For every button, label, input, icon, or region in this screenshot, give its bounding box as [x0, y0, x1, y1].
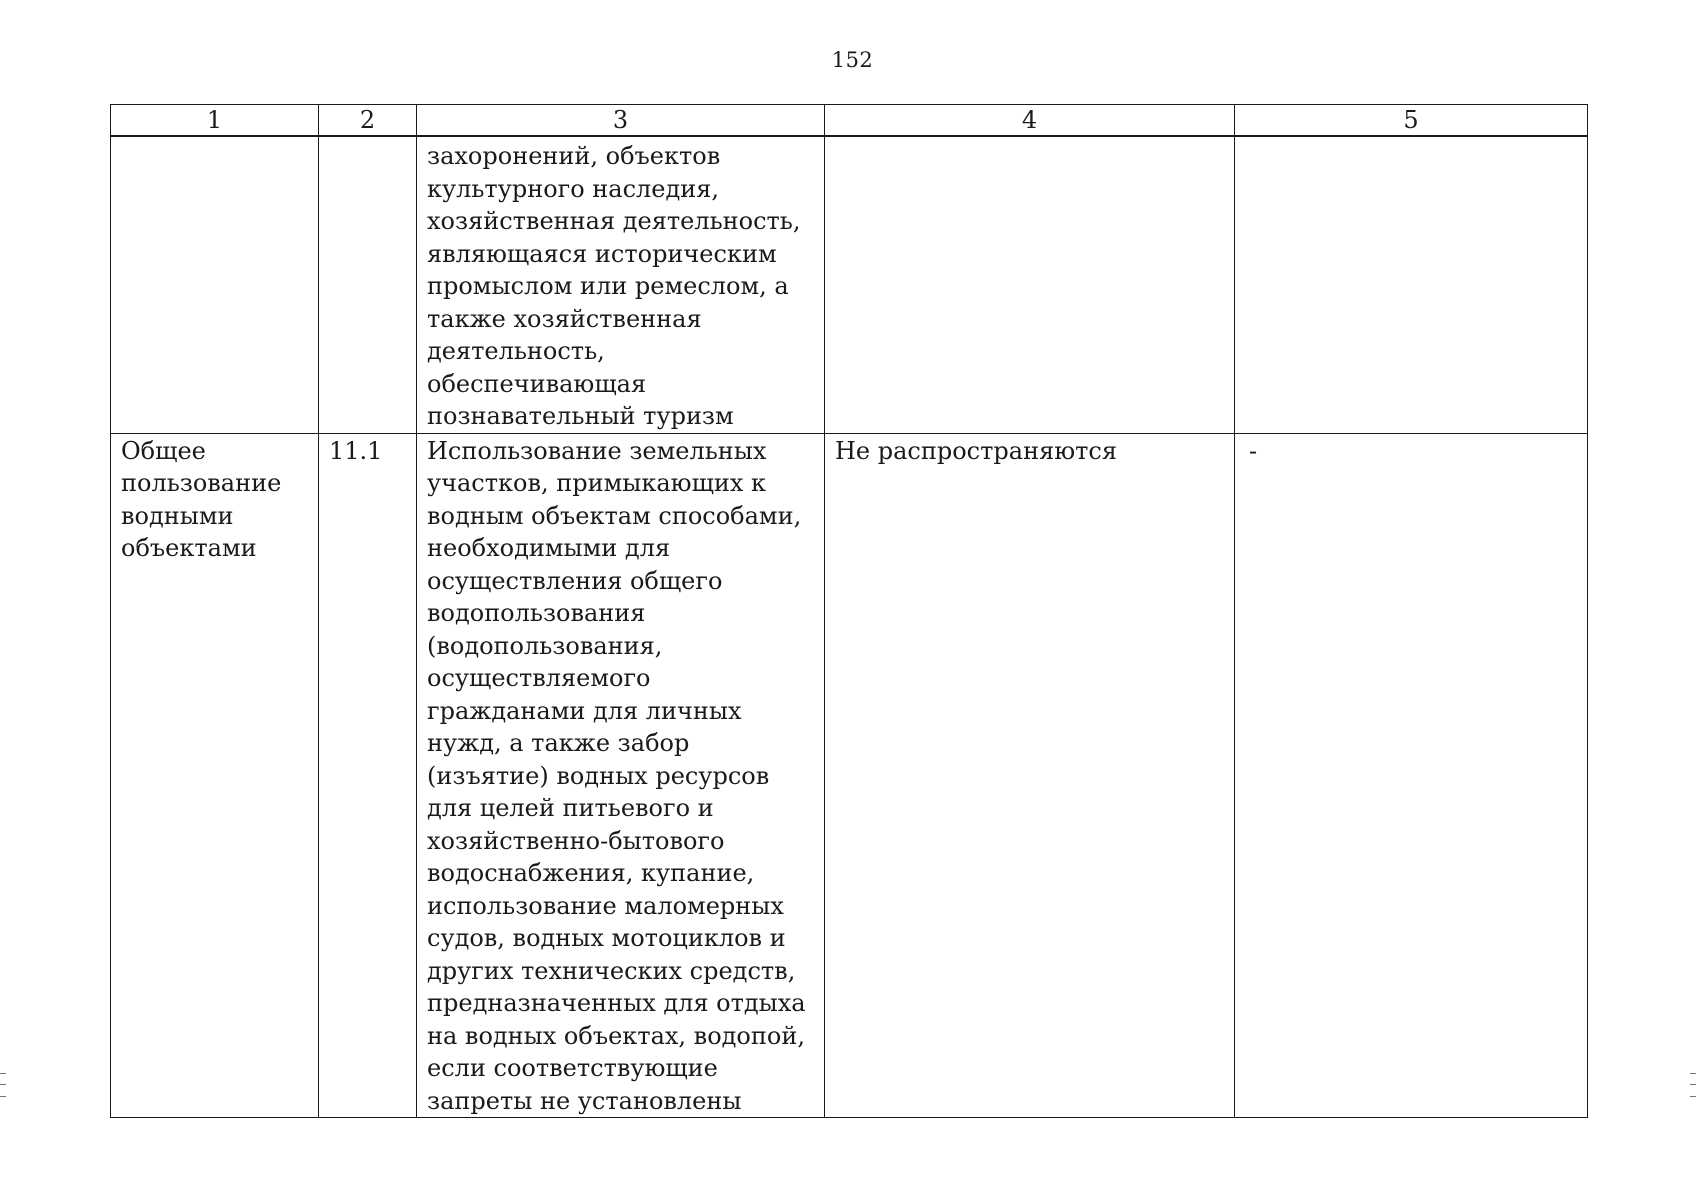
regulation-table	[110, 104, 1588, 1118]
scan-margin-mark-left	[0, 1073, 6, 1097]
column-header-4: 4	[825, 105, 1235, 137]
cell-land-use-type	[111, 433, 319, 1118]
cell-land-use-type	[111, 136, 319, 433]
description-text: Использование земельных участков, примыкающих к водным объектам способами, необходимыми для осуществления общего водопользования (водопользования, осуществляемого гражданами для личных нужд, а также забор (изъятие) водных ресурсов для целей питьевого и хозяйственно-бытового водоснабжения, купание, использование маломерных судов, водных мотоциклов и других технических средств, предназначенных для отдыха на водных объектах, водопой, если соответствующие запреты не установлены	[427, 436, 806, 1115]
scan-margin-mark-right	[1690, 1073, 1696, 1097]
cell-code	[319, 136, 417, 433]
cell-parameters	[825, 433, 1235, 1118]
parameters-text: Не распространяются	[835, 436, 1117, 465]
table-row	[111, 433, 1588, 1118]
cell-restrictions	[1235, 433, 1588, 1118]
column-header-5: 5	[1235, 105, 1588, 137]
cell-description	[417, 433, 825, 1118]
column-header-3: 3	[417, 105, 825, 137]
description-text: захоронений, объектов культурного наследия, хозяйственная деятельность, являющаяся историческим промыслом или ремеслом, а также хозяйственная деятельность, обеспечивающая познавательный туризм	[427, 142, 801, 430]
column-header-1: 1	[111, 105, 319, 137]
cell-restrictions	[1235, 136, 1588, 433]
code-text: 11.1	[329, 436, 383, 465]
cell-code	[319, 433, 417, 1118]
restrictions-text: -	[1249, 436, 1258, 465]
page-number: 152	[831, 48, 874, 72]
cell-description	[417, 136, 825, 433]
table-row	[111, 136, 1588, 433]
column-header-2: 2	[319, 105, 417, 137]
land-use-type-text: Общее пользование водными объектами	[121, 436, 282, 562]
cell-parameters	[825, 136, 1235, 433]
table-header-row	[111, 105, 1588, 137]
